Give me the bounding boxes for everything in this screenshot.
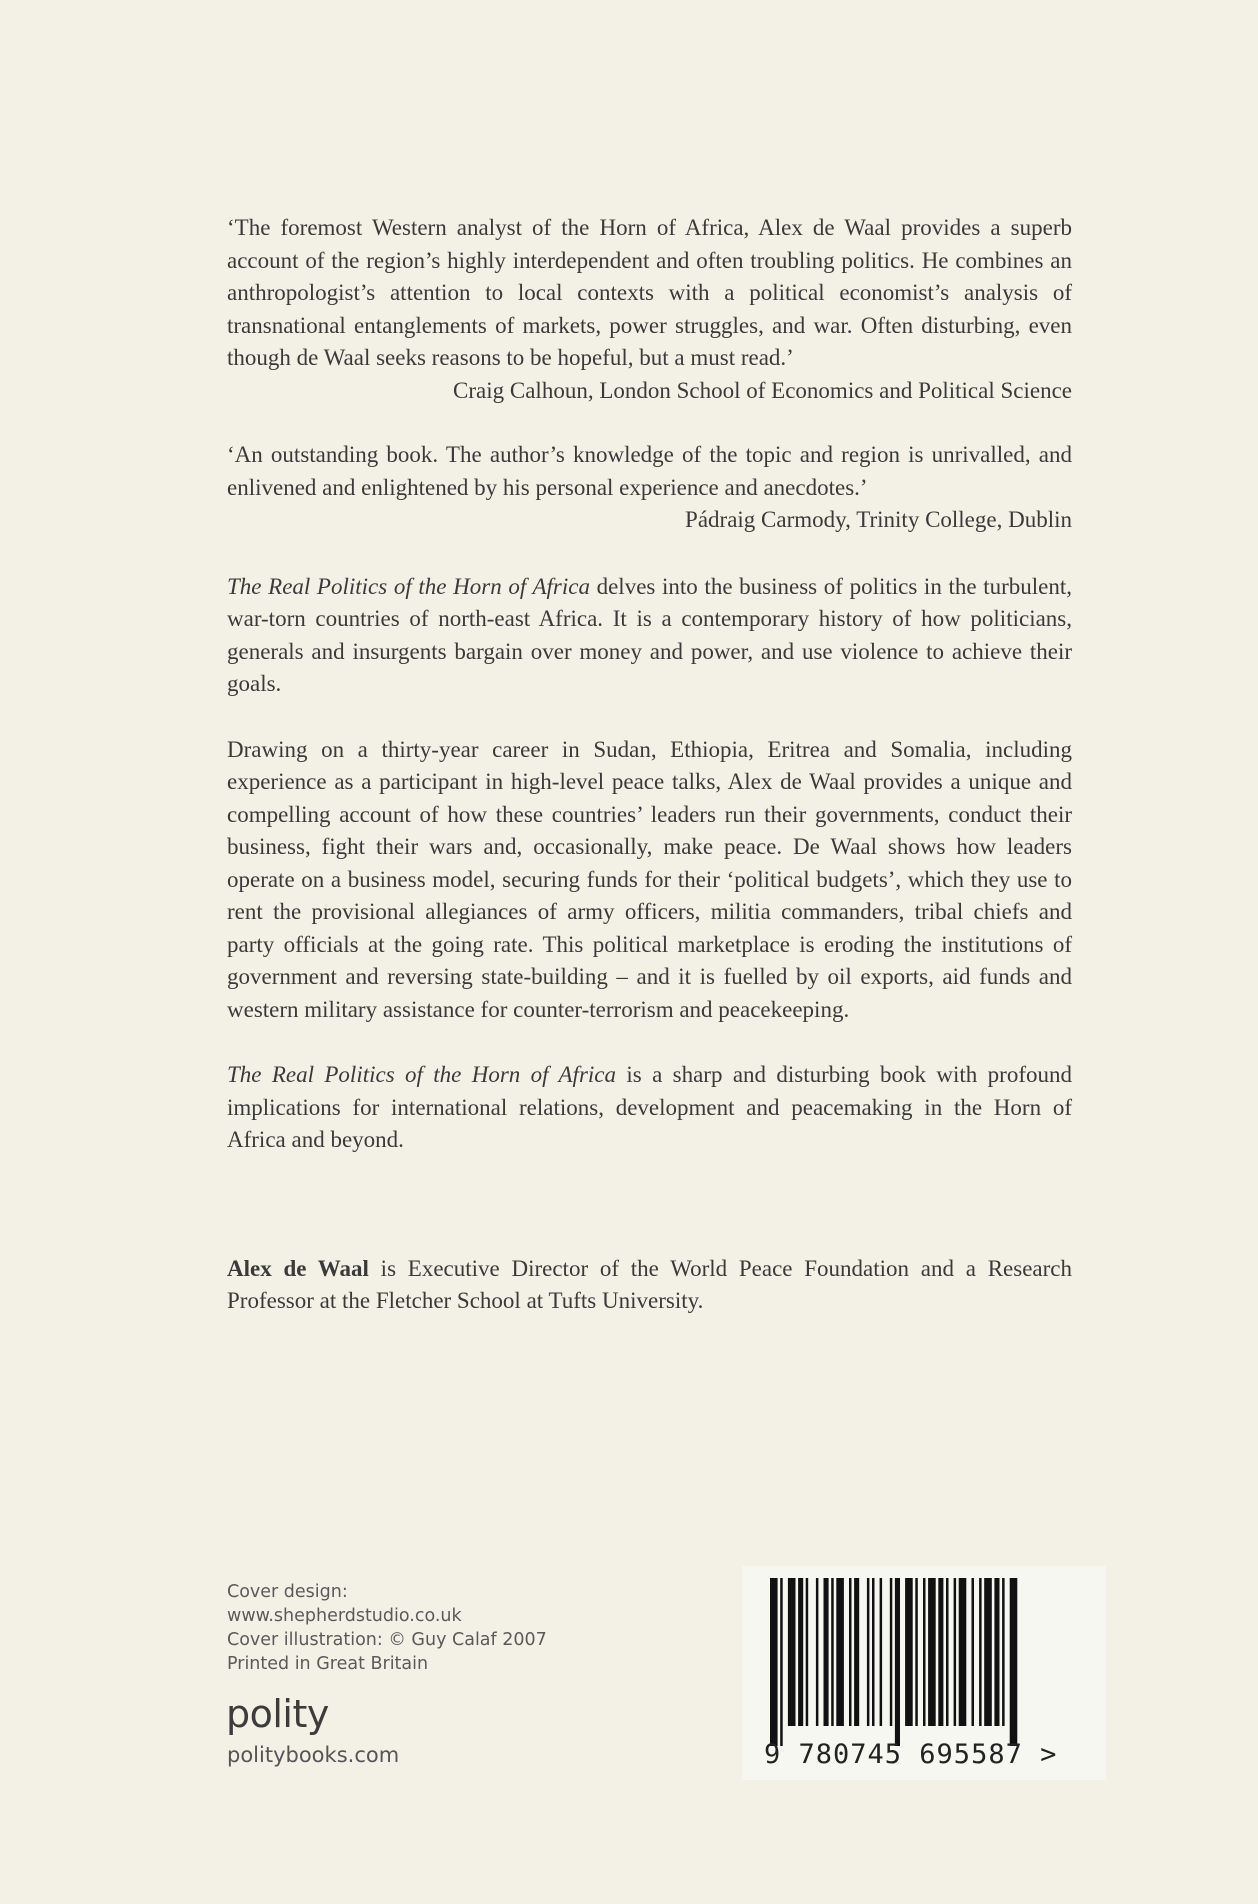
barcode-bar — [872, 1578, 875, 1726]
endorsement-quote-1: ‘The foremost Western analyst of the Horn of Africa, Alex de Waal provides a superb account of the region’s highly interdependent and often troubling politics. He combines an anthropologist’s attention to local contexts with a political economist’s analysis of transnational entanglements of markets, power struggles, and war. Often disturbing, even though de Waal seeks reasons to be hopeful, but a must read.’ — [227, 215, 1072, 370]
barcode-bar — [994, 1578, 999, 1726]
barcode-bar — [806, 1578, 809, 1726]
credit-line: www.shepherdstudio.co.uk — [227, 1606, 462, 1626]
barcode-bar — [954, 1578, 957, 1726]
endorsement-attribution-1: Craig Calhoun, London School of Economics and Political Science — [453, 377, 1072, 403]
credit-line: Printed in Great Britain — [227, 1654, 429, 1674]
barcode-bar — [938, 1578, 943, 1726]
endorsement-attribution-2: Pádraig Carmody, Trinity College, Dublin — [685, 507, 1072, 532]
barcode-bar — [1002, 1578, 1005, 1726]
book-title-italic: The Real Politics of the Horn of Africa — [227, 573, 590, 599]
barcode-bar — [780, 1578, 783, 1746]
book-title-italic: The Real Politics of the Horn of Africa — [227, 1062, 616, 1087]
author-name: Alex de Waal — [227, 1255, 369, 1281]
barcode-bar — [824, 1578, 829, 1726]
barcode-bar — [788, 1578, 796, 1726]
barcode-bar — [1010, 1578, 1018, 1746]
blurb-paragraph-3-text: is a sharp and disturbing book with profound implications for international relations, development and peacemaking in the Horn of Africa and beyond. — [227, 1062, 1072, 1152]
endorsement-quote-2: ‘An outstanding book. The author’s knowledge of the topic and region is unrivalled, and enlivened and enlightened by his personal experience and anecdotes.’ — [227, 442, 1072, 500]
barcode-bar — [836, 1578, 844, 1726]
blurb-paragraph-2: Drawing on a thirty-year career in Sudan, Ethiopia, Eritrea and Somalia, including experience as a participant in high-level peace talks, Alex de Waal provides a unique and compelling account of how these countries’ leaders run their governments, conduct their business, fight their wars and, occasionally, make peace. De Waal shows how leaders operate on a business model, securing funds for their ‘political budgets’, which they use to rent the provisional allegiances of army officers, militia commanders, tribal chiefs and party officials at the going rate. This political marketplace is eroding the institutions of government and reversing state-building – and it is fuelled by oil exports, aid funds and western military assistance for counter-terrorism and peacekeeping. — [227, 736, 1072, 1022]
barcode-bar — [890, 1578, 893, 1726]
barcode-bar — [905, 1578, 913, 1726]
barcode-bar — [979, 1578, 982, 1726]
barcode-bar — [831, 1578, 834, 1726]
cover-credits — [227, 1580, 547, 1676]
isbn-barcode — [742, 1566, 1106, 1780]
credit-line: Cover illustration: © Guy Calaf 2007 — [227, 1630, 547, 1650]
blurb-paragraph-1 — [227, 571, 1072, 701]
barcode-bar — [798, 1578, 803, 1726]
barcode-bar — [928, 1578, 936, 1726]
barcode-bar — [946, 1578, 949, 1726]
publisher-logo: polity — [226, 1692, 329, 1736]
barcode-bar — [770, 1578, 778, 1746]
author-bio-text: is Executive Director of the World Peace Foundation and a Research Professor at the Fletcher School at Tufts University. — [227, 1255, 1072, 1313]
back-cover-text — [227, 212, 1072, 1318]
barcode-bars — [770, 1578, 1078, 1746]
barcode-bar — [959, 1578, 967, 1726]
barcode-bar — [867, 1578, 870, 1726]
barcode-bar — [854, 1578, 859, 1726]
isbn-digits: 9 780745 695587 > — [764, 1739, 1058, 1770]
barcode-bar — [895, 1578, 900, 1746]
blurb-paragraph-1-text: delves into the business of politics in the turbulent, war-torn countries of north-east Africa. It is a contemporary history of how politicians, generals and insurgents bargain over money and power, and use violence to achieve their goals. — [227, 573, 1072, 696]
barcode-bar — [984, 1578, 992, 1726]
credit-line: Cover design: — [227, 1582, 348, 1602]
author-bio — [227, 1253, 1072, 1318]
barcode-bar — [880, 1578, 883, 1726]
barcode-bar — [972, 1578, 975, 1726]
barcode-bar — [915, 1578, 918, 1726]
barcode-bar — [849, 1578, 852, 1726]
barcode-bar — [816, 1578, 819, 1726]
barcode-bar — [923, 1578, 926, 1726]
publisher-website: politybooks.com — [227, 1743, 400, 1767]
blurb-paragraph-3 — [227, 1059, 1072, 1157]
